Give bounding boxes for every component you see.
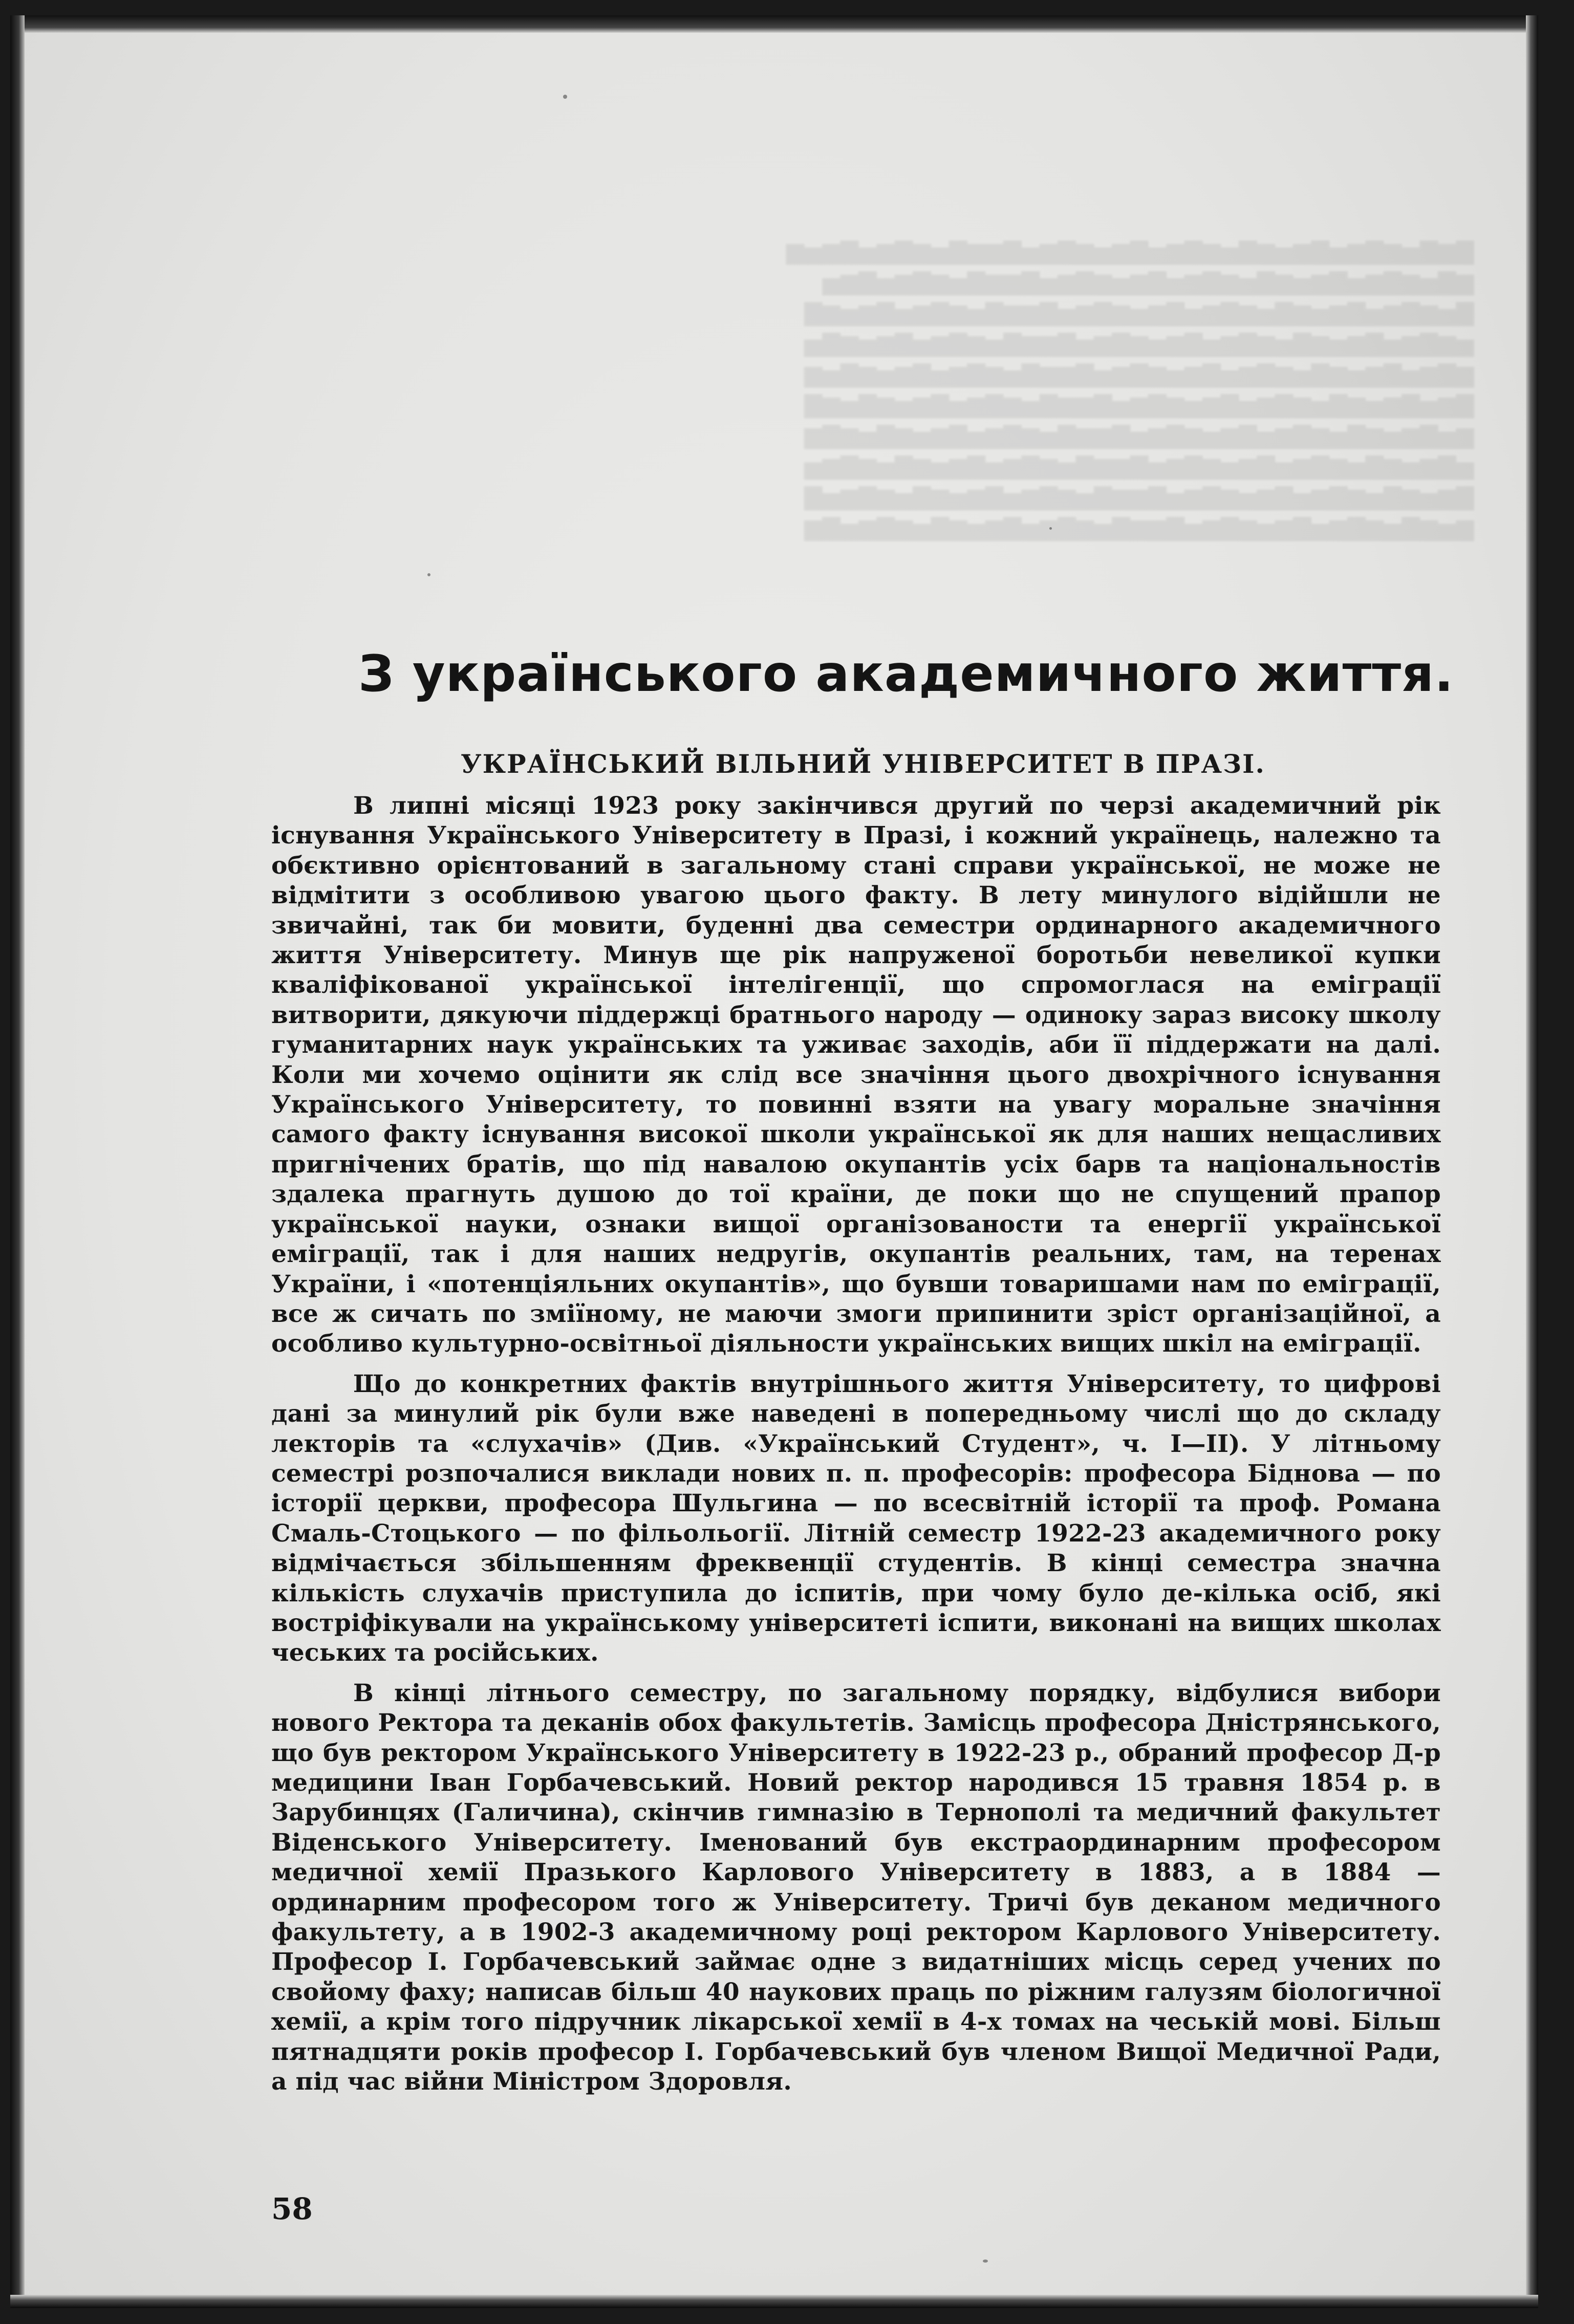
section-heading: УКРАЇНСЬКИЙ ВІЛЬНИЙ УНІВЕРСИТЕТ В ПРАЗІ. [461,749,1265,779]
page-top-edge [10,15,1538,33]
scanned-page [10,15,1538,2308]
dust-speck [983,2260,988,2263]
show-through-texture: ▇▆▇▅▆▇▆▅▇▆▅▆▇▅▆▇▆▅▇▆▅▆▇▆▅▇▆▆▇▅▆▇▆▅▇▆▅▆ ▆▇▅▆▇▆▅▇▆▅▆▇▅▆▇▆▅▇▆▅▆▇▆▅▇▆▆▇▅▆▇▆▅▇▆▅ ▇▅▆▇▆▅▇▆▅▆▇▅▆▇▆▅▇▆▅▆▇▆▅▇▆▆▇▅▆▇▆▅▇▆▅▆▇ ▅▆▇▆▅▇▆▅▆▇▅▆▇▆▅▇▆▅▆▇▆▅▇▆▆▇▅▆▇▆▅▇▆▅▆▇▅ ▆▇▆▅▇▆▅▆▇▅▆▇▆▅▇▆▅▆▇▆▅▇▆▆▇▅▆▇▆▅▇▆▅▆▇▅▆ ▇▆▅▇▆▅▆▇▅▆▇▆▅▇▆▅▆▇▆▅▇▆▆▇▅▆▇▆▅▇▆▅▆▇▅▆▇ ▆▅▇▆▅▆▇▅▆▇▆▅▇▆▅▆▇▆▅▇▆▆▇▅▆▇▆▅▇▆▅▆▇▅▆▇▆ ▅▇▆▅▆▇▅▆▇▆▅▇▆▅▆▇▆▅▇▆▆▇▅▆▇▆▅▇▆▅▆▇▅▆▇▆▅ ▇▆▅▆▇▅▆▇▆▅▇▆▅▆▇▆▅▇▆▆▇▅▆▇▆▅▇▆▅▆▇▅▆▇▆▅▇ ▆▅▆▇▅▆▇▆▅▇▆▅▆▇▆▅▇▆▆▇▅▆▇▆▅▇▆▅▆▇▅▆▇▆▅▇▆ [786,237,1474,541]
article-body [271,791,1441,2097]
article-title: З українського академичного життя. [358,645,1454,703]
dust-speck [427,573,430,576]
page-right-edge [1526,15,1538,2308]
dust-speck [1049,527,1052,530]
page-left-edge [10,15,25,2308]
paragraph: В кінці літнього семестру, по загальному порядку, відбулися вибори нового Ректора та деканів обох факультетів. Замісць професора Дністрянського, що був ректором Українського Університету в 1922-23 р., обраний професор Д-р медицини Іван Горбачевський. Новий ректор народився 15 травня 1854 р. в Зарубинцях (Галичина), скінчив гимназію в Тернополі та медичний факультет Віденського Університету. Іменований був екстраординарним професором медичної хемії Празького Карлового Університету в 1883, а в 1884 — ординарним професором того ж Університету. Тричі був деканом медичного факультету, а в 1902-3 академичному році ректором Карлового Університету. Професор І. Горбачевський займає одне з видатніших місць серед учених по свойому фаху; написав більш 40 наукових праць по ріжним галузям біологичної хемії, а крім того підручник лікарської хемії в 4-х томах на чеській мові. Більш пятнадцяти років професор І. Горбачевський був членом Вищої Медичної Ради, а під час війни Міністром Здоровля. [271,1679,1441,2096]
paragraph: В липні місяці 1923 року закінчився другий по черзі академичний рік існування Українського Університету в Празі, і кожний українець, належно та обєктивно орієнтований в загальному стані справи української, не може не відмітити з особливою увагою цього факту. В лету минулого відійшли не звичайні, так би мовити, буденні два семестри ординарного академичного життя Університету. Минув ще рік напруженої боротьби невеликої купки кваліфікованої української інтелігенції, що спромоглася на еміграції витворити, дякуючи піддержці братнього народу — одиноку зараз високу школу гуманитарних наук українських та уживає заходів, аби її піддержати на далі. Коли ми хочемо оцінити як слід все значіння цього двохрічного існування Українського Університету, то повинні взяти на увагу моральне значіння самого факту існування високої школи української як для наших нещасливих пригнічених братів, що під навалою окупантів усіх барв та національностів здалека прагнуть душою до тої країни, де поки що не спущений прапор української науки, ознаки вищої організованости та енергії української еміграції, так і для наших недругів, окупантів реальних, там, на теренах України, і «потенціяльних окупантів», що бувши товаришами нам по еміграції, все ж сичать по зміїному, не маючи змоги припинити зріст організаційної, а особливо культурно-освітньої діяльности українських вищих шкіл на еміграції. [271,792,1441,1358]
dust-speck [563,95,567,99]
page-number: 58 [271,2191,313,2226]
page-bottom-edge [10,2295,1538,2308]
paragraph: Що до конкретних фактів внутрішнього життя Університету, то цифрові дані за минулий рік були вже наведені в попередньому числі що до складу лекторів та «слухачів» (Див. «Український Студент», ч. I—II). У літньому семестрі розпочалися виклади нових п. п. професорів: професора Біднова — по історії церкви, професора Шульгина — по всесвітній історії та проф. Романа Смаль-Стоцького — по фільольогії. Літній семестр 1922-23 академичного року відмічається збільшенням фреквенції студентів. В кінці семестра значна кількість слухачів приступила до іспитів, при чому було де-кілька осіб, які востріфікували на українському університеті іспити, виконані на вищих школах чеських та російських. [271,1370,1441,1667]
